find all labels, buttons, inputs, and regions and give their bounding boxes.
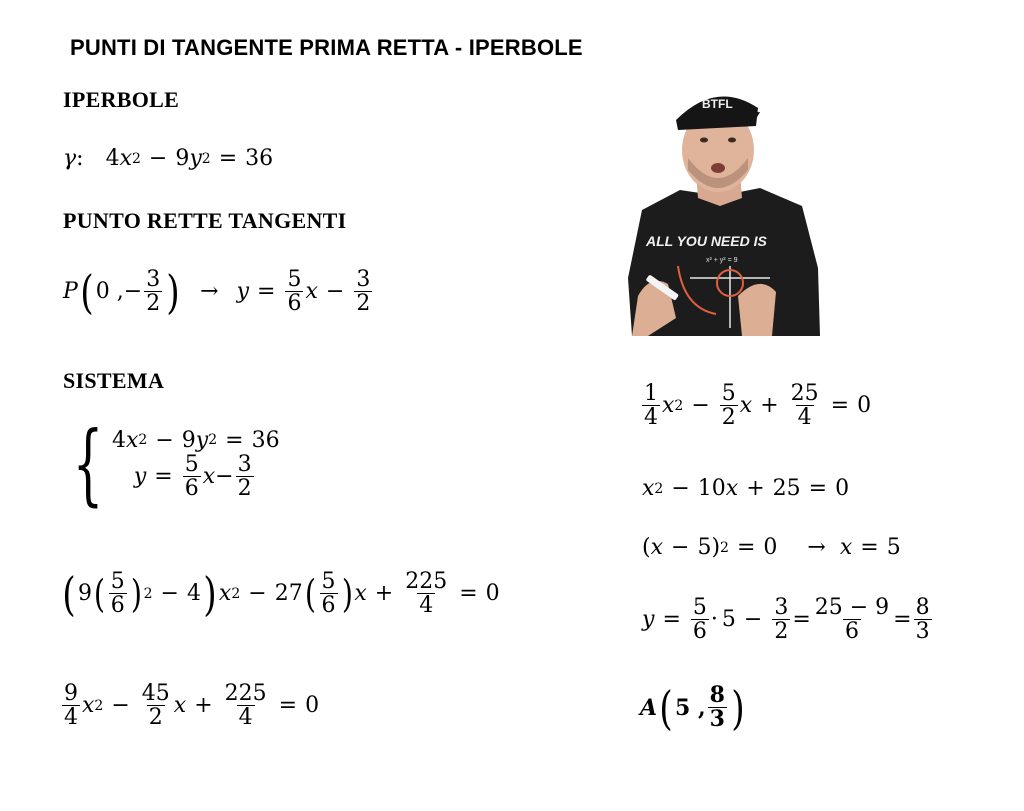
hyperbola-equation: γ : 4 x 2 − 9 y 2 = 36 xyxy=(63,146,274,171)
heading-iperbole: IPERBOLE xyxy=(63,87,180,112)
instructor-image xyxy=(620,78,825,336)
cap-logo: BTFL xyxy=(702,97,733,111)
substitution-equation: ( 9 ( $\frac{5}{6}$ ) 2 − 4 ) x 2 − 27 ( $\frac{5}{6}$ ) x + $\frac{225}{4}$ = 0 xyxy=(62,566,500,621)
perfect-square: ( x − 5) 2 = 0 → x = 5 xyxy=(642,535,901,560)
y-computation: y = $\frac{5}{6}$ · 5 − $\frac{3}{2}$ = $\frac{25 - 9}{6}$ = $\frac{8}{3}$ xyxy=(642,595,930,645)
quadratic-fractional: $\frac{1}{4}$ x 2 − $\frac{5}{2}$ x + $\frac{25}{4}$ = 0 xyxy=(644,381,872,431)
page-title: PUNTI DI TANGENTE PRIMA RETTA - IPERBOLE xyxy=(70,35,583,60)
quadratic-integer: x 2 − 10 x + 25 = 0 xyxy=(642,476,850,501)
system-of-equations: { 4 x 2 − 9 y 2 = 36 y = $\frac{5}{6}$ x − $\frac{3}{2}$ xyxy=(72,412,280,515)
simplified-equation: $\frac{9}{4}$ x 2 − $\frac{45}{2}$ x + $\frac{225}{4}$ = 0 xyxy=(64,681,320,731)
heading-sistema: SISTEMA xyxy=(63,368,165,393)
instructor-photo xyxy=(620,78,825,336)
shirt-formula: x² + y² = 9 xyxy=(706,257,738,264)
heading-punto-rette-tangenti: PUNTO RETTE TANGENTI xyxy=(63,208,347,233)
point-and-line: P ( 0 ,− $\frac{3}{2}$ ) → y = $\frac{5}{6}$ x − $\frac{3}{2}$ xyxy=(63,264,371,319)
tangent-point: A ( 5 , $\frac{8}{3}$ ) xyxy=(640,680,745,735)
shirt-text: ALL YOU NEED IS xyxy=(646,233,767,249)
